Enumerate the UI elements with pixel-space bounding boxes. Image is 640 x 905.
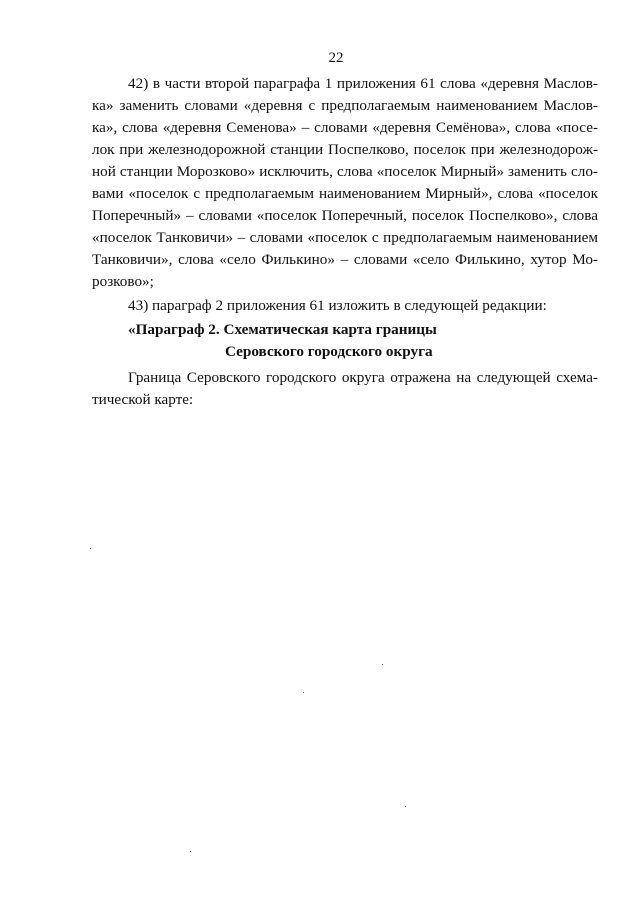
scan-speck xyxy=(405,806,406,807)
item-42-line-7: Поперечный» – словами «поселок Поперечный, поселок Поспелково», слова xyxy=(92,207,598,224)
item-43-text: 43) параграф 2 приложения 61 изложить в следующей редакции: xyxy=(128,297,547,314)
paragraph-2-heading-line-2: Серовского городского округа xyxy=(225,343,433,360)
scan-speck xyxy=(303,692,304,693)
scan-speck xyxy=(190,851,191,852)
item-42-line-8: «поселок Танковичи» – словами «поселок с предполагаемым наименованием xyxy=(92,229,598,246)
item-42-line-1: 42) в части второй параграфа 1 приложения 61 слова «деревня Маслов- xyxy=(128,75,598,92)
page-number: 22 xyxy=(328,50,344,66)
item-42-line-4: лок при железнодорожной станции Поспелково, поселок при железнодорож- xyxy=(92,141,598,158)
paragraph-2-heading-line-1: «Параграф 2. Схематическая карта границы xyxy=(128,321,437,338)
item-42-line-2: ка» заменить словами «деревня с предполагаемым наименованием Маслов- xyxy=(92,97,598,114)
paragraph-2-body-line-2: тической карте: xyxy=(92,391,194,408)
item-42-line-6: вами «поселок с предполагаемым наименованием Мирный», слова «поселок xyxy=(92,185,598,202)
item-42-line-5: ной станции Морозково» исключить, слова «поселок Мирный» заменить сло- xyxy=(92,163,598,180)
item-42-line-3: ка», слова «деревня Семенова» – словами «деревня Семёнова», слова «посе- xyxy=(92,119,598,136)
paragraph-2-body-line-1: Граница Серовского городского округа отражена на следующей схема- xyxy=(128,369,598,386)
item-42-line-10: розково»; xyxy=(92,273,154,290)
item-42-line-9: Танковичи», слова «село Филькино» – словами «село Филькино, хутор Мо- xyxy=(92,251,598,268)
scan-speck xyxy=(382,664,383,665)
scan-speck xyxy=(90,548,91,549)
